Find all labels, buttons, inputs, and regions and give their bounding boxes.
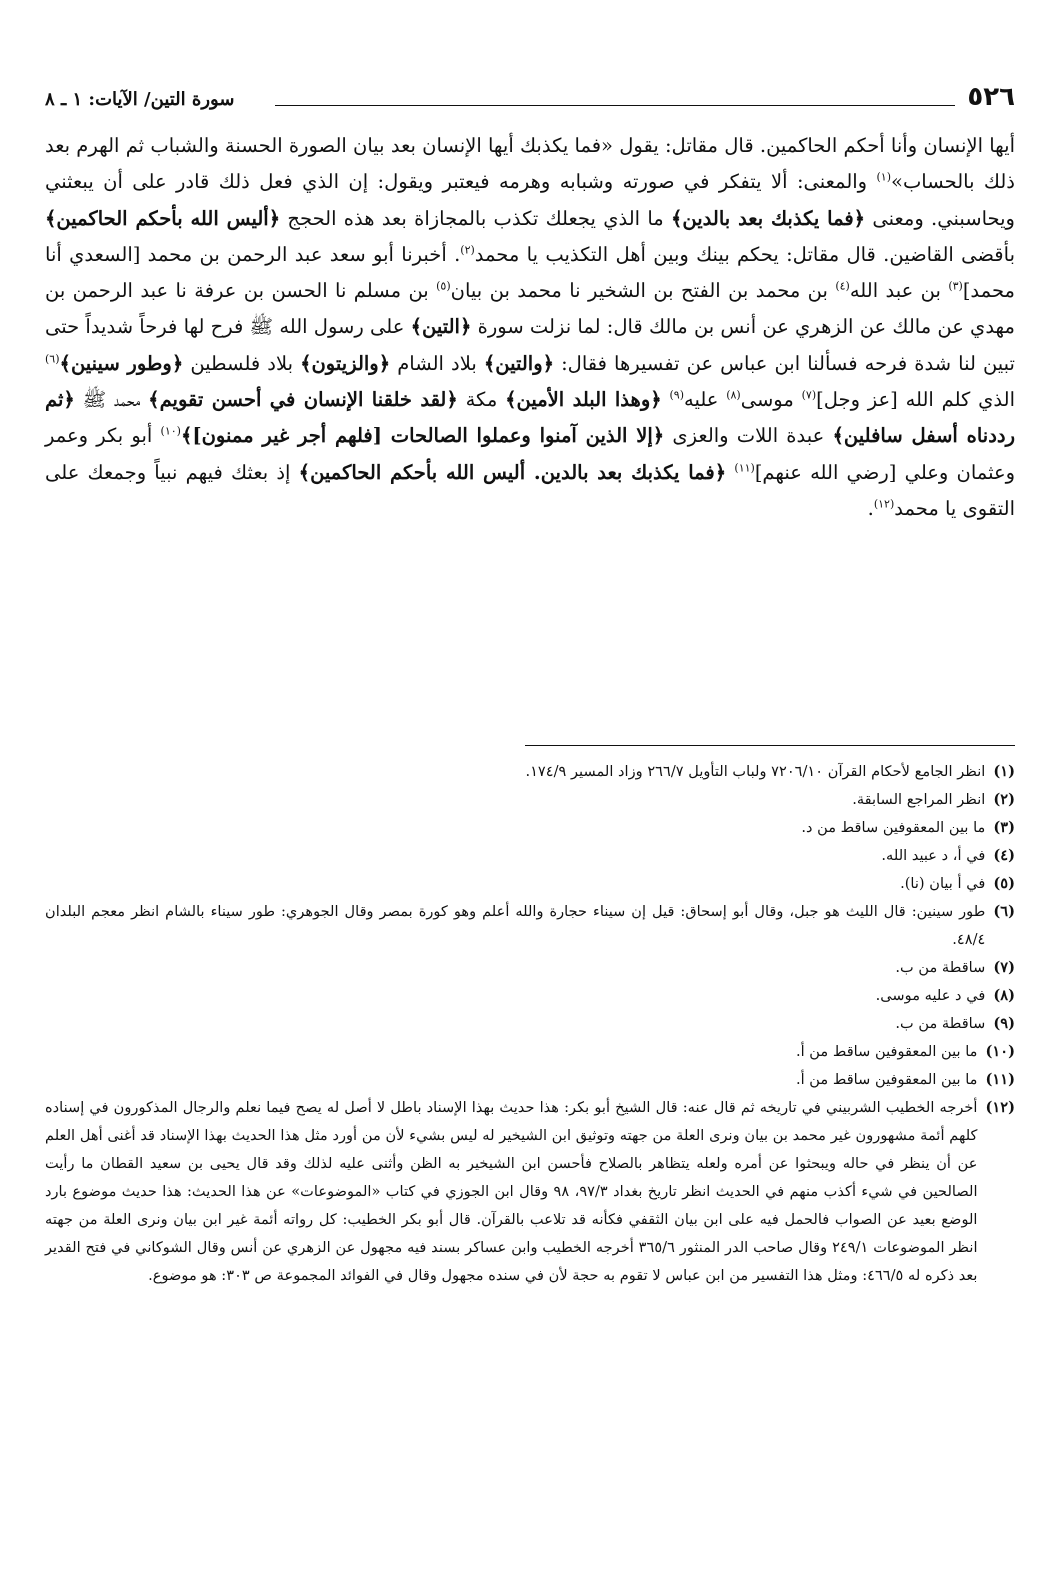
quran-quote: ﴿إلا الذين آمنوا وعملوا الصالحات [فلهم أجر غير ممنون]﴾ bbox=[180, 424, 665, 448]
footnote-reference: (٧) bbox=[801, 388, 817, 402]
footnote-item bbox=[45, 898, 1015, 954]
text-segment: إذ بعثك فيهم نبياً وجمعك على التقوى يا محمد bbox=[45, 460, 1015, 520]
main-text bbox=[45, 128, 1015, 527]
footnote-number: (٩) bbox=[993, 1015, 1015, 1032]
footnote-item bbox=[45, 954, 1015, 982]
footnote-item bbox=[45, 842, 1015, 870]
footnote-reference: (٢) bbox=[460, 243, 475, 257]
quran-quote: ﴿فما يكذبك بعد بالدين. أليس الله بأحكم الحاكمين﴾ bbox=[298, 460, 727, 484]
footnote-reference: (١١) bbox=[734, 461, 755, 475]
text-segment: . bbox=[867, 496, 874, 520]
text-segment: أبو بكر وعمر وعثمان وعلي [رضي الله عنهم] bbox=[45, 424, 1016, 484]
footnote-text: انظر المراجع السابقة. bbox=[852, 791, 986, 808]
quran-quote: ﴿وطور سينين﴾ bbox=[59, 351, 184, 375]
text-segment: بن محمد بن الفتح بن الشخير نا محمد بن بيان bbox=[450, 279, 836, 303]
text-segment: أيها الإنسان وأنا أحكم الحاكمين. قال مقاتل: يقول «فما يكذبك أيها الإنسان بعد بيان الصورة الحسنة والشباب ثم الهرم بعد ذلك بالحساب» bbox=[45, 134, 1015, 194]
page-header bbox=[45, 70, 1015, 112]
quran-quote: ﴿ثم رددناه أسفل سافلين﴾ bbox=[45, 388, 1015, 448]
text-segment: بلاد الشام bbox=[390, 351, 484, 375]
text-segment: . أخبرنا أبو سعد عبد الرحمن بن محمد [السعدي أنا محمد] bbox=[45, 242, 1015, 303]
footnote-item bbox=[45, 814, 1015, 842]
text-segment: عبدة اللات والعزى bbox=[664, 424, 833, 448]
footnote-number: (١) bbox=[993, 763, 1015, 780]
text-segment: موسى bbox=[740, 388, 802, 412]
text-segment: ما الذي يجعلك تكذب بالمجازاة بعد هذه الحجج bbox=[280, 206, 671, 230]
text-segment: محمد ﷺ bbox=[74, 388, 149, 412]
footnote-number: (١٢) bbox=[985, 1099, 1015, 1116]
footnote-number: (٨) bbox=[993, 987, 1015, 1004]
text-segment: بأقضى القاضين. قال مقاتل: يحكم بينك وبين أهل التكذيب يا محمد bbox=[474, 242, 1015, 266]
footnote-number: (٤) bbox=[993, 847, 1015, 864]
text-segment: عليه bbox=[683, 388, 727, 412]
footnote-number: (١١) bbox=[985, 1071, 1015, 1088]
footnote-number: (٥) bbox=[993, 875, 1015, 892]
quran-quote: ﴿والتين﴾ bbox=[483, 351, 555, 375]
footnote-reference: (٥) bbox=[436, 279, 451, 293]
footnote-reference: (١٠) bbox=[160, 424, 181, 438]
page-number: ٥٢٦ bbox=[967, 82, 1015, 112]
footnote-text: ما بين المعقوفين ساقط من أ. bbox=[795, 1043, 978, 1060]
footnote-text: في د عليه موسى. bbox=[875, 987, 986, 1004]
footnote-text: طور سينين: قال الليث هو جبل، وقال أبو إسحاق: قيل إن سيناء حجارة والله أعلم وهو كورة بمصر وقال الجوهري: طور سيناء بالشام انظر معجم البلدان ٤٨/٤. bbox=[45, 903, 986, 948]
quran-quote: ﴿لقد خلقنا الإنسان في أحسن تقويم﴾ bbox=[148, 388, 458, 412]
footnote-text: ما بين المعقوفين ساقط من أ. bbox=[795, 1071, 978, 1088]
quran-quote: ﴿أليس الله بأحكم الحاكمين﴾ bbox=[45, 206, 281, 230]
footnote-text: ساقطة من ب. bbox=[895, 959, 986, 976]
footnote-item bbox=[45, 1010, 1015, 1038]
footnote-reference: (١) bbox=[876, 170, 892, 184]
footnote-separator bbox=[525, 745, 1015, 746]
footnote-reference: (٩) bbox=[669, 388, 684, 402]
footnote-reference: (٨) bbox=[726, 388, 741, 402]
footnotes-list bbox=[45, 758, 1015, 1290]
text-segment: على رسول الله ﷺ فرح لها فرحاً شديداً حتى تبين لنا شدة فرحه فسألنا ابن عباس عن تفسيرها فقال: bbox=[45, 315, 1015, 375]
text-segment: والمعنى: ألا يتفكر في صورته وشبابه وهرمه فيعتبر ويقول: إن الذي فعل ذلك قادر على أن يبعثني ويحاسبني. ومعنى bbox=[45, 170, 1015, 230]
footnote-item bbox=[45, 786, 1015, 814]
footnote-reference: (٣) bbox=[948, 279, 963, 293]
text-segment: بلاد فلسطين bbox=[183, 351, 301, 375]
quran-quote: ﴿فما يكذبك بعد بالدين﴾ bbox=[670, 206, 866, 230]
text-segment: مكة bbox=[457, 388, 506, 412]
footnote-item bbox=[45, 1038, 1015, 1066]
text-segment: الذي كلم الله [عز وجل] bbox=[816, 388, 1015, 412]
footnote-text: ما بين المعقوفين ساقط من د. bbox=[801, 819, 986, 836]
book-page bbox=[45, 70, 1015, 1550]
footnote-number: (٣) bbox=[993, 819, 1015, 836]
footnote-item bbox=[45, 1066, 1015, 1094]
footnote-text: أخرجه الخطيب الشربيني في تاريخه ثم قال عنه: قال الشيخ أبو بكر: هذا حديث بهذا الإسناد باطل لا أصل له يصح فيما نعلم والرجال المذكورون في إسناده كلهم أئمة مشهورون غير محمد بن بيان ونرى العلة من جهته وتوثيق ابن الشيخير له ليس بشيء لأن من أورد مثل هذا الحديث بهذا الإسناد قد أغنى أهل العلم عن أن ينظر في حاله ويبحثوا عن أمره ولعله يتظاهر بالصلاح فأحسن ابن الشيخير به الظن وأثنى عليه لذلك وقد قال يحيى بن سعيد القطان ما رأيت الصالحين في شيء أكذب منهم في الحديث انظر تاريخ بغداد ٩٧/٣، ٩٨ وقال ابن الجوزي في كتاب «الموضوعات» عن هذا الحديث: هذا حديث موضوع بارد الوضع بعيد عن الصواب فالحمل فيه على ابن بيان الثقفي فكأنه قد تلاعب بالقرآن. قال أبو بكر الخطيب: كل رواته أئمة غير ابن بيان ونرى العلة من جهته انظر الموضوعات ٢٤٩/١ وقال صاحب الدر المنثور ٣٦٥/٦ أخرجه الخطيب وابن عساكر بسند فيه مجهول عن الزهري عن أنس وقال الشوكاني في فتح القدير بعد ذكره له ٤٦٦/٥: ومثل هذا التفسير من ابن عباس لا تقوم به حجة لأن في سنده مجهول وقال في الفوائد المجموعة ص ٣٠٣: هو موضوع. bbox=[45, 1099, 978, 1284]
text-segment: بن عبد الله bbox=[849, 279, 949, 303]
footnote-item bbox=[45, 870, 1015, 898]
footnote-number: (١٠) bbox=[985, 1043, 1015, 1060]
footnote-number: (٦) bbox=[993, 903, 1015, 920]
footnote-number: (٧) bbox=[993, 959, 1015, 976]
header-rule bbox=[275, 105, 955, 106]
footnote-number: (٢) bbox=[993, 791, 1015, 808]
footnote-text: ساقطة من ب. bbox=[895, 1015, 986, 1032]
footnote-item bbox=[45, 1094, 1015, 1290]
footnote-text: في أ بيان (نا). bbox=[900, 875, 986, 892]
running-title: سورة التين/ الآيات: ١ ـ ٨ bbox=[45, 89, 235, 110]
quran-quote: ﴿التين﴾ bbox=[410, 315, 472, 339]
text-segment: بن مسلم نا الحسن بن عرفة نا عبد الرحمن بن مهدي عن مالك عن الزهري عن أنس بن مالك قال: لما نزلت سورة bbox=[45, 279, 1015, 339]
footnote-reference: (٦) bbox=[45, 352, 60, 366]
footnote-reference: (٤) bbox=[835, 279, 850, 293]
footnote-reference: (١٢) bbox=[873, 497, 895, 511]
main-paragraph bbox=[45, 128, 1015, 527]
quran-quote: ﴿وهذا البلد الأمين﴾ bbox=[505, 388, 662, 412]
footnote-text: انظر الجامع لأحكام القرآن ٧٢٠٦/١٠ ولباب التأويل ٢٦٦/٧ وزاد المسير ١٧٤/٩. bbox=[525, 763, 986, 780]
footnote-text: في أ، د عبيد الله. bbox=[881, 847, 986, 864]
footnote-item bbox=[45, 982, 1015, 1010]
quran-quote: ﴿والزيتون﴾ bbox=[300, 351, 391, 375]
footnote-item bbox=[45, 758, 1015, 786]
